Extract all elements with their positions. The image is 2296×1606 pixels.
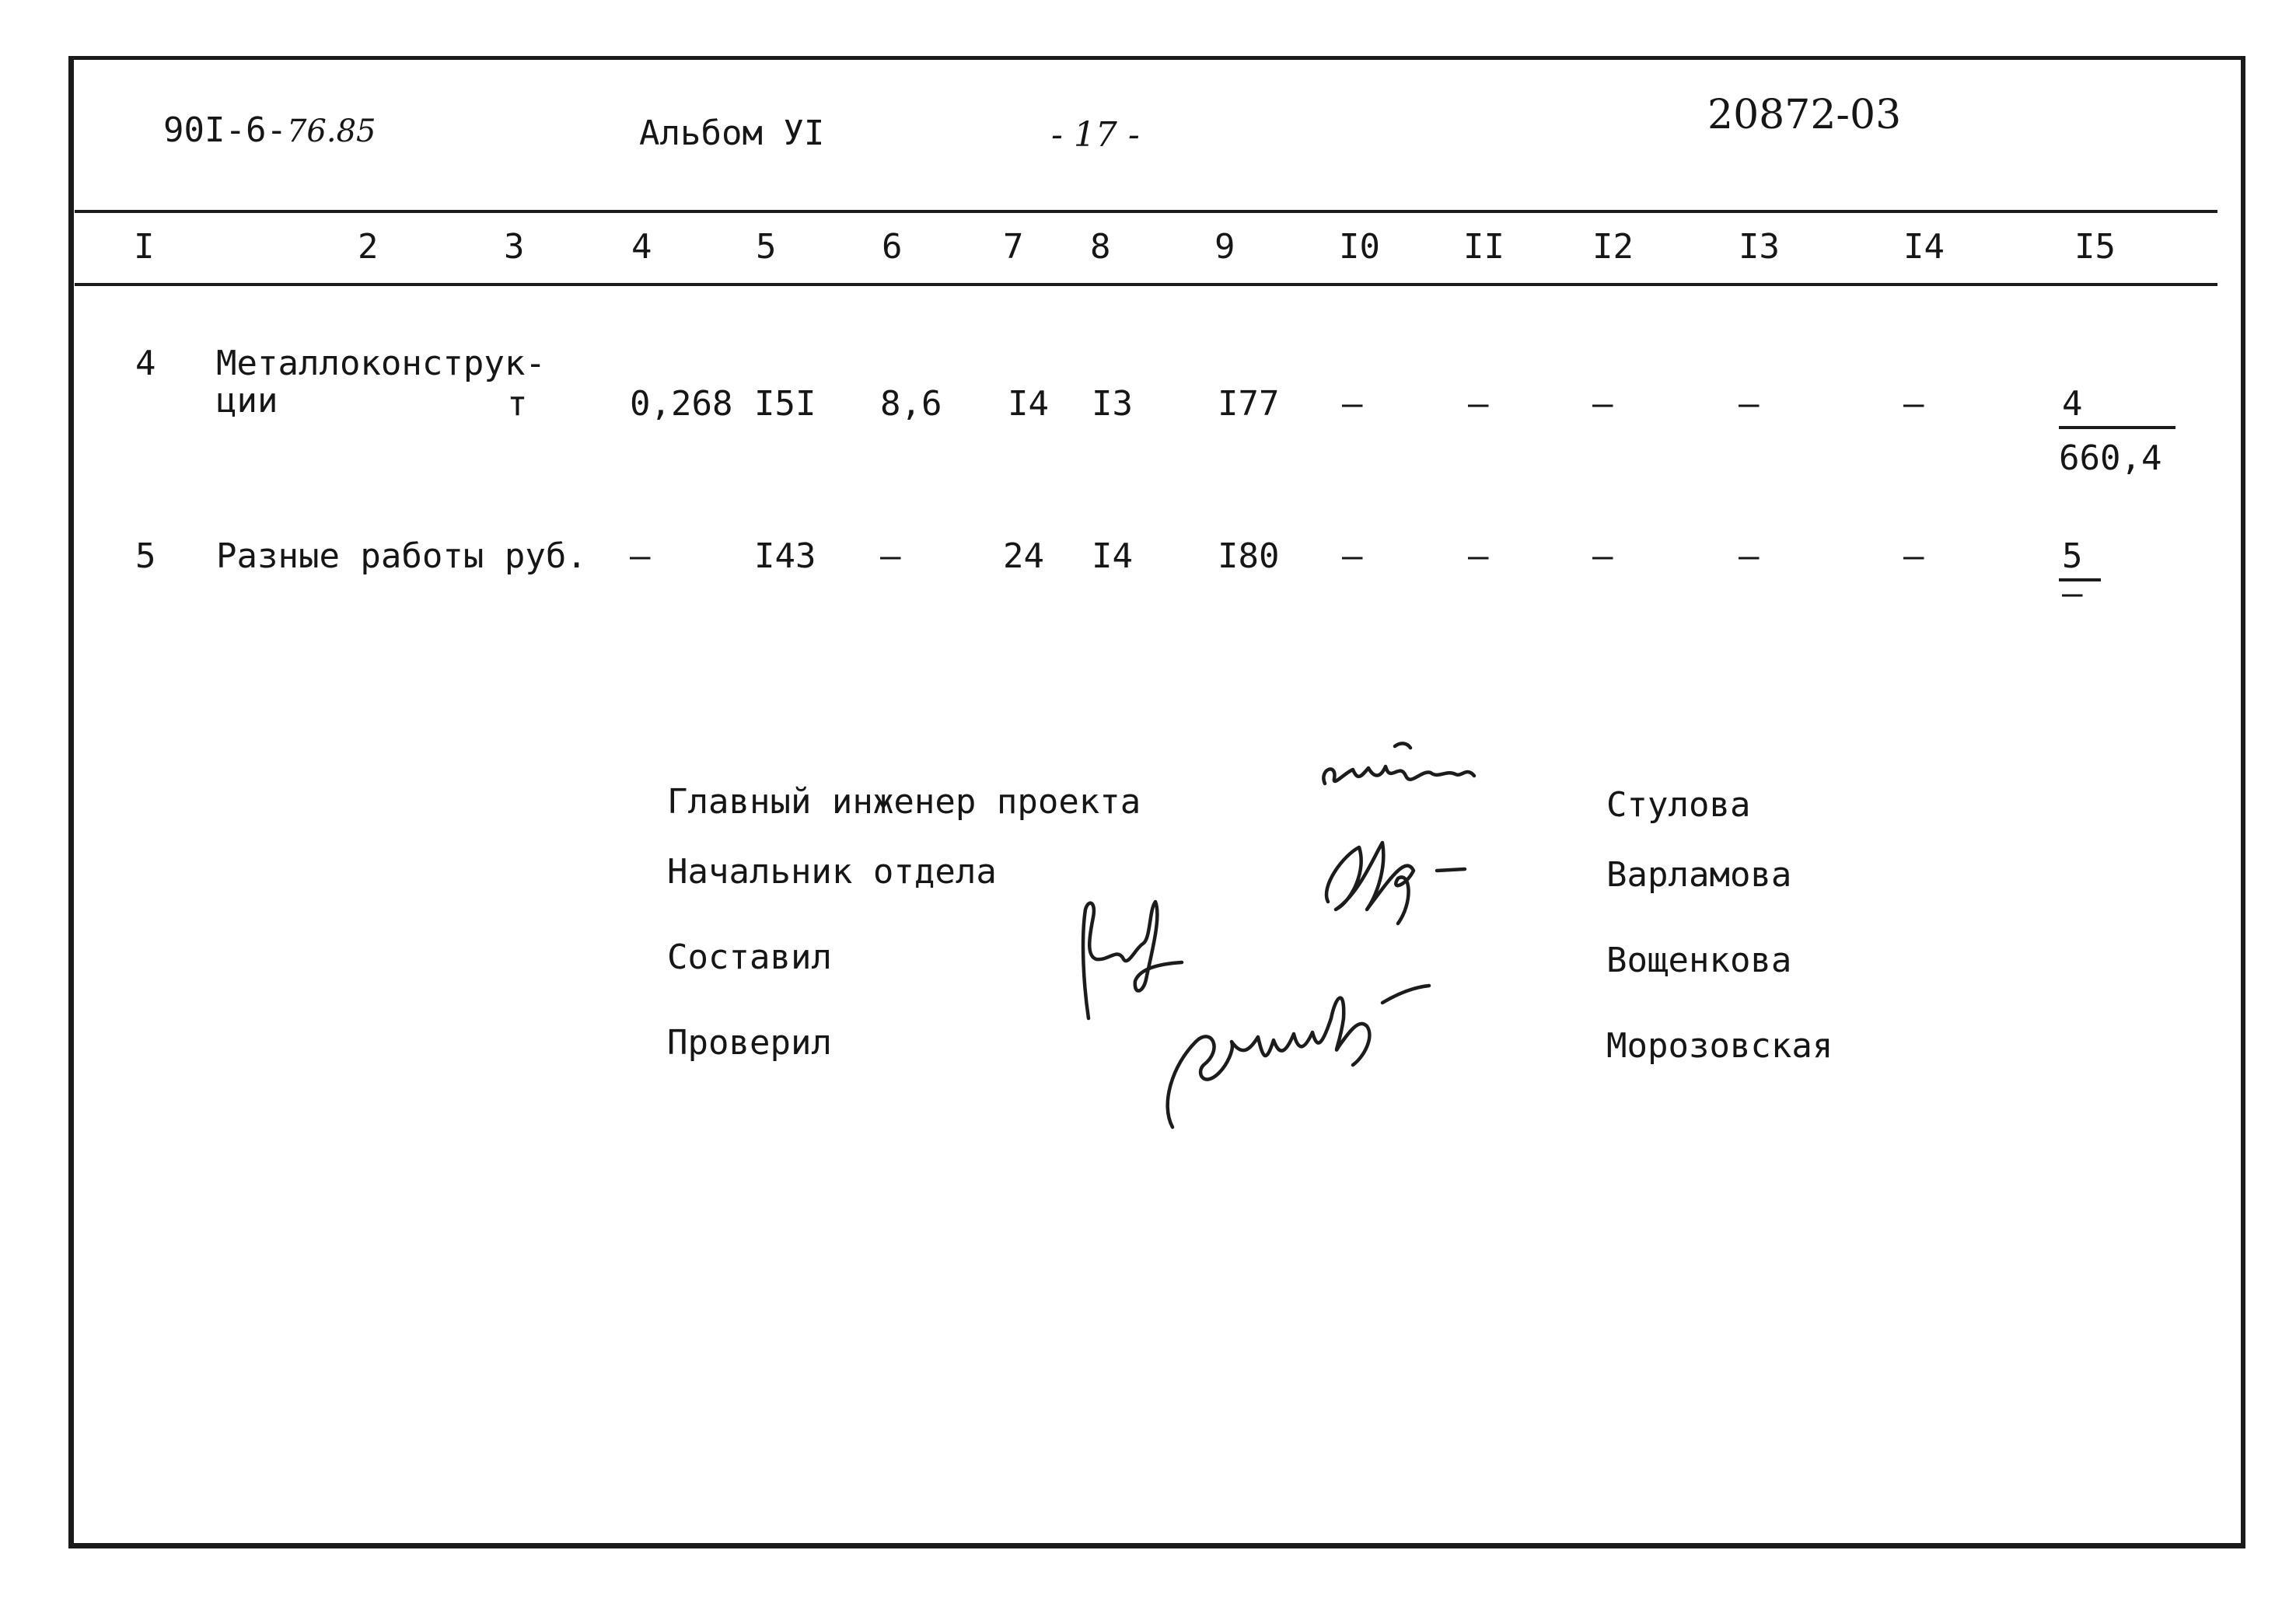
doc-code-printed: 90I-6-: [163, 110, 287, 150]
cell-col13: –: [1739, 384, 1760, 424]
signature-role: Составил: [667, 937, 832, 977]
cell-col15-numerator: 5: [2062, 536, 2083, 576]
item-name: Металлоконструк-: [216, 344, 546, 383]
signatory-name: Морозовская: [1606, 1026, 1833, 1066]
cell-col5: I43: [754, 536, 816, 576]
cell-col12: –: [1592, 384, 1613, 424]
signature-scribble: [1314, 738, 1493, 808]
page-number: - 17 -: [1051, 115, 1140, 155]
cell-col9: I80: [1218, 536, 1280, 576]
column-header: I5: [2074, 227, 2116, 267]
cell-col15-denominator: –: [2062, 574, 2083, 613]
column-header: 6: [882, 227, 903, 267]
cell-col6: –: [880, 536, 901, 576]
fraction-line: [2059, 426, 2175, 429]
column-header: II: [1463, 227, 1504, 267]
cell-col11: –: [1468, 384, 1489, 424]
table-header-rule: [75, 283, 2217, 286]
item-unit: т: [507, 384, 528, 424]
cell-col14: –: [1903, 536, 1924, 576]
cell-col13: –: [1739, 536, 1760, 576]
cell-col7: I4: [1008, 384, 1049, 424]
column-header: I3: [1739, 227, 1780, 267]
column-header: I2: [1592, 227, 1634, 267]
signature-role: Главный инженер проекта: [667, 782, 1141, 822]
signatory-name: Варламова: [1606, 855, 1792, 895]
cell-col9: I77: [1218, 384, 1280, 424]
signature-role: Проверил: [667, 1023, 832, 1063]
cell-col4: –: [630, 536, 651, 576]
item-name-continued: ции: [216, 381, 278, 421]
cell-col6: 8,6: [880, 384, 942, 424]
cell-col10: –: [1342, 384, 1363, 424]
table-top-rule: [75, 210, 2217, 213]
doc-code-handwritten: 76.85: [286, 113, 376, 149]
column-header: 4: [631, 227, 652, 267]
column-header: 3: [504, 227, 525, 267]
cell-col8: I4: [1092, 536, 1133, 576]
cell-col11: –: [1468, 536, 1489, 576]
cell-col15-numerator: 4: [2062, 384, 2083, 424]
cell-col4: 0,268: [630, 384, 733, 424]
signatory-name: Стулова: [1606, 785, 1751, 825]
item-name: Разные работы руб.: [216, 536, 587, 576]
column-header: I0: [1339, 227, 1380, 267]
cell-col15-denominator: 660,4: [2059, 438, 2162, 478]
column-header: 9: [1214, 227, 1235, 267]
cell-col8: I3: [1092, 384, 1133, 424]
signature-scribble: [1312, 824, 1483, 933]
stamp-code: 20872-03: [1707, 92, 1902, 138]
column-header: I4: [1903, 227, 1945, 267]
column-header: 8: [1090, 227, 1111, 267]
column-header: 2: [358, 227, 379, 267]
column-header: 7: [1003, 227, 1024, 267]
album-label: Альбом УI: [639, 113, 825, 153]
signature-role: Начальник отдела: [667, 852, 997, 892]
cell-col5: I5I: [754, 384, 816, 424]
row-number: 5: [135, 536, 156, 576]
row-number: 4: [135, 344, 156, 383]
cell-col10: –: [1342, 536, 1363, 576]
cell-col7: 24: [1003, 536, 1044, 576]
cell-col12: –: [1592, 536, 1613, 576]
column-header: 5: [756, 227, 777, 267]
signature-scribble: [1149, 972, 1460, 1143]
doc-code: [163, 110, 376, 150]
cell-col14: –: [1903, 384, 1924, 424]
page-frame: [68, 56, 2245, 1548]
signatory-name: Вощенкова: [1606, 941, 1792, 980]
column-header: I: [134, 227, 155, 267]
